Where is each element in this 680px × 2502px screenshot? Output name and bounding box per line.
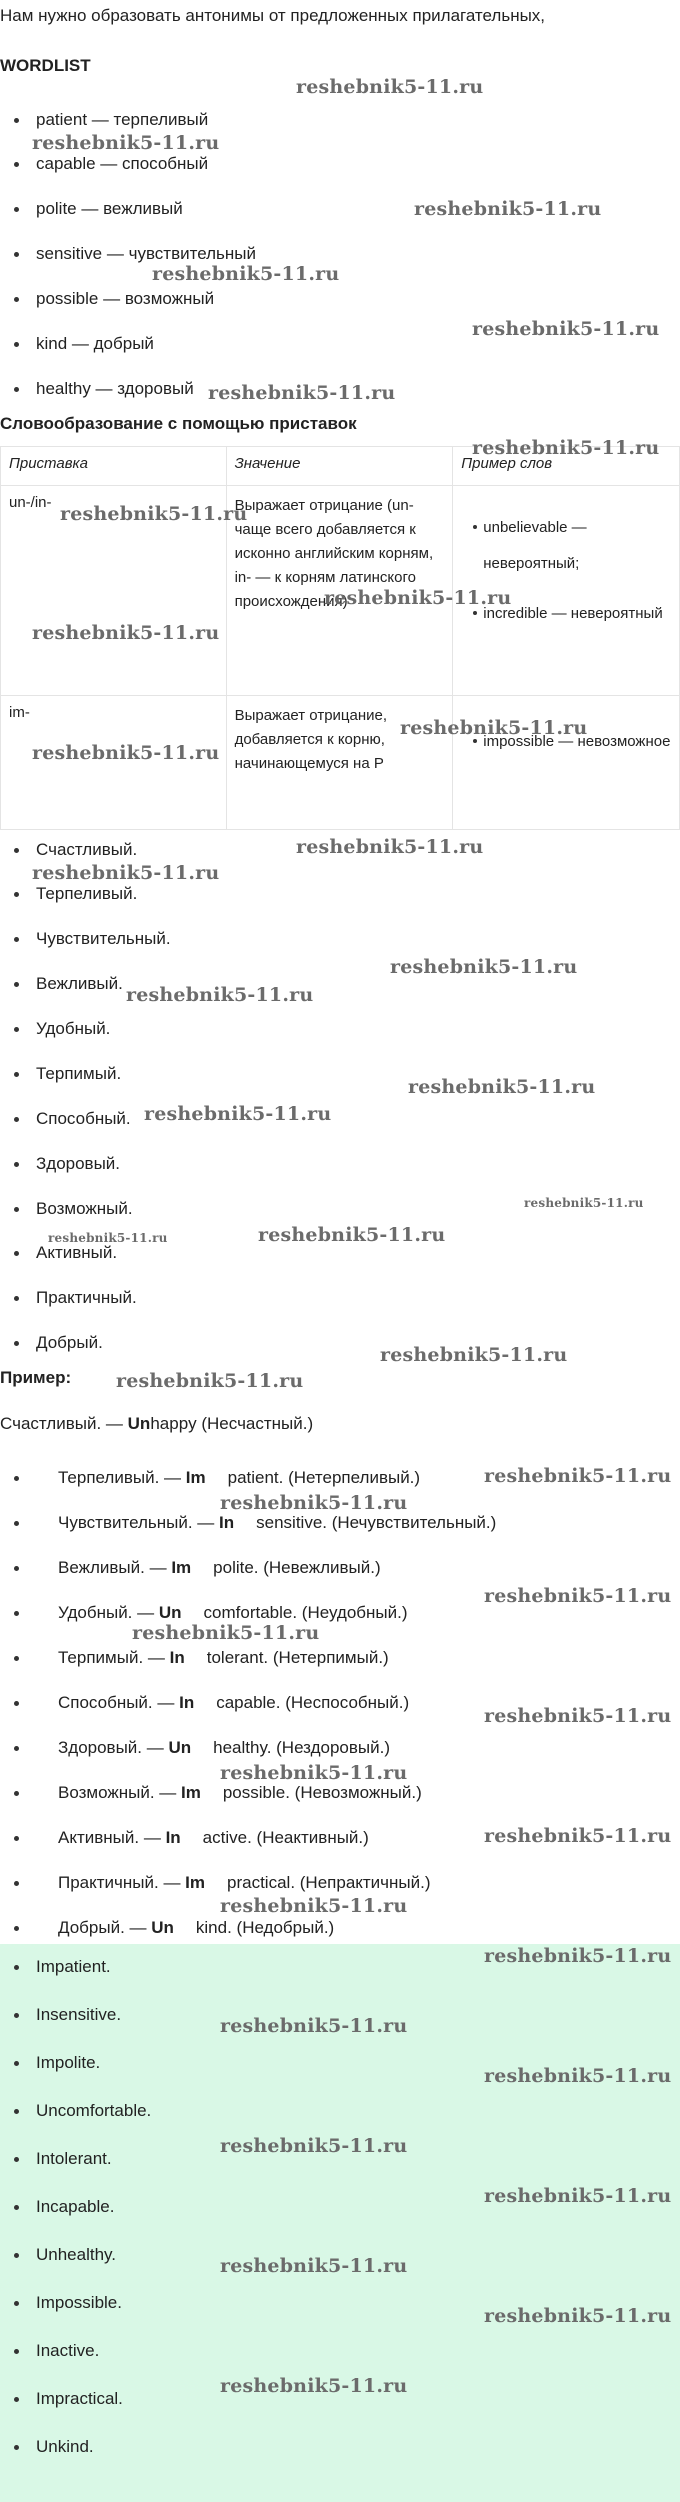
watermark: reshebnik5-11.ru bbox=[296, 836, 484, 858]
adjective-item: Терпимый. bbox=[14, 1064, 121, 1084]
watermark: reshebnik5-11.ru bbox=[132, 1622, 320, 1644]
table-header: Значение bbox=[226, 447, 453, 486]
watermark: reshebnik5-11.ru bbox=[472, 437, 660, 459]
wordlist-item: healthy — здоровый bbox=[14, 379, 194, 399]
antonym-pair: Возможный. — Im possible. (Невозможный.) bbox=[14, 1783, 422, 1803]
adjective-item: Вежливый. bbox=[14, 974, 123, 994]
watermark: reshebnik5-11.ru bbox=[32, 742, 220, 764]
antonym-pair: Вежливый. — Im polite. (Невежливый.) bbox=[14, 1558, 381, 1578]
antonym-pair: Добрый. — Un kind. (Недобрый.) bbox=[14, 1918, 334, 1938]
watermark: reshebnik5-11.ru bbox=[484, 1585, 672, 1607]
antonym-pair: Способный. — In capable. (Неспособный.) bbox=[14, 1693, 409, 1713]
example-line: Счастливый. — Unhappy (Несчастный.) bbox=[0, 1414, 314, 1433]
antonym-pair: Чувствительный. — In sensitive. (Нечувствительный.) bbox=[14, 1513, 496, 1533]
watermark: reshebnik5-11.ru bbox=[116, 1370, 304, 1392]
watermark: reshebnik5-11.ru bbox=[258, 1224, 446, 1246]
adjective-item: Терпеливый. bbox=[14, 884, 137, 904]
wordlist-item: capable — способный bbox=[14, 154, 208, 174]
wordlist-item: patient — терпеливый bbox=[14, 110, 208, 130]
table-header: Пример слов bbox=[453, 447, 680, 486]
watermark: reshebnik5-11.ru bbox=[32, 132, 220, 154]
watermark: reshebnik5-11.ru bbox=[296, 76, 484, 98]
watermark: reshebnik5-11.ru bbox=[390, 956, 578, 978]
watermark: reshebnik5-11.ru bbox=[220, 2015, 408, 2037]
watermark: reshebnik5-11.ru bbox=[220, 1762, 408, 1784]
adjective-item: Чувствительный. bbox=[14, 929, 171, 949]
example-item: unbelievable — невероятный; bbox=[461, 510, 671, 582]
table-cell-prefix: im- bbox=[1, 696, 227, 830]
adjective-item: Активный. bbox=[14, 1243, 117, 1263]
adjective-item: Добрый. bbox=[14, 1333, 103, 1353]
table-cell-prefix: un-/in- bbox=[1, 486, 227, 696]
intro-text: Нам нужно образовать антонимы от предложенных прилагательных, bbox=[0, 6, 546, 25]
watermark: reshebnik5-11.ru bbox=[48, 1231, 168, 1245]
table-cell-meaning: Выражает отрицание (un- чаще всего добавляется к исконно английским корням, in- — к корням латинского происхождения) bbox=[226, 486, 453, 696]
answer-item: Impatient. bbox=[14, 1957, 111, 1977]
answer-item: Unhealthy. bbox=[14, 2245, 116, 2265]
watermark: reshebnik5-11.ru bbox=[32, 622, 220, 644]
watermark: reshebnik5-11.ru bbox=[484, 2065, 672, 2087]
answer-item: Incapable. bbox=[14, 2197, 114, 2217]
wordlist-item: possible — возможный bbox=[14, 289, 214, 309]
watermark: reshebnik5-11.ru bbox=[220, 2375, 408, 2397]
adjective-item: Возможный. bbox=[14, 1199, 133, 1219]
wordlist-item: polite — вежливый bbox=[14, 199, 183, 219]
adjective-item: Способный. bbox=[14, 1109, 131, 1129]
example-label: Пример: bbox=[0, 1368, 72, 1387]
example-item: impossible — невозможное bbox=[461, 724, 671, 760]
answer-item: Impractical. bbox=[14, 2389, 123, 2409]
wordlist-title: WORDLIST bbox=[0, 56, 91, 75]
watermark: reshebnik5-11.ru bbox=[324, 587, 512, 609]
watermark: reshebnik5-11.ru bbox=[152, 263, 340, 285]
watermark: reshebnik5-11.ru bbox=[484, 2185, 672, 2207]
antonym-pair: Терпимый. — In tolerant. (Нетерпимый.) bbox=[14, 1648, 389, 1668]
watermark: reshebnik5-11.ru bbox=[524, 1196, 644, 1210]
watermark: reshebnik5-11.ru bbox=[484, 1465, 672, 1487]
watermark: reshebnik5-11.ru bbox=[32, 862, 220, 884]
watermark: reshebnik5-11.ru bbox=[484, 1825, 672, 1847]
answer-item: Uncomfortable. bbox=[14, 2101, 151, 2121]
answer-item: Inactive. bbox=[14, 2341, 99, 2361]
watermark: reshebnik5-11.ru bbox=[126, 984, 314, 1006]
watermark: reshebnik5-11.ru bbox=[484, 1705, 672, 1727]
watermark: reshebnik5-11.ru bbox=[220, 2255, 408, 2277]
antonym-pair: Активный. — In active. (Неактивный.) bbox=[14, 1828, 369, 1848]
antonym-pair: Здоровый. — Un healthy. (Нездоровый.) bbox=[14, 1738, 390, 1758]
antonym-pair: Практичный. — Im practical. (Непрактичный.) bbox=[14, 1873, 431, 1893]
answer-item: Unkind. bbox=[14, 2437, 94, 2457]
watermark: reshebnik5-11.ru bbox=[484, 1945, 672, 1967]
wordlist-item: kind — добрый bbox=[14, 334, 154, 354]
answer-item: Impolite. bbox=[14, 2053, 100, 2073]
watermark: reshebnik5-11.ru bbox=[220, 2135, 408, 2157]
watermark: reshebnik5-11.ru bbox=[400, 717, 588, 739]
adjective-item: Здоровый. bbox=[14, 1154, 120, 1174]
watermark: reshebnik5-11.ru bbox=[60, 503, 248, 525]
watermark: reshebnik5-11.ru bbox=[220, 1492, 408, 1514]
watermark: reshebnik5-11.ru bbox=[144, 1103, 332, 1125]
adjective-item: Практичный. bbox=[14, 1288, 137, 1308]
watermark: reshebnik5-11.ru bbox=[208, 382, 396, 404]
adjective-item: Счастливый. bbox=[14, 840, 137, 860]
antonym-pair: Удобный. — Un comfortable. (Неудобный.) bbox=[14, 1603, 408, 1623]
section-title: Словообразование с помощью приставок bbox=[0, 414, 357, 433]
answer-item: Impossible. bbox=[14, 2293, 122, 2313]
watermark: reshebnik5-11.ru bbox=[220, 1895, 408, 1917]
antonym-pair: Терпеливый. — Im patient. (Нетерпеливый.) bbox=[14, 1468, 420, 1488]
adjective-item: Удобный. bbox=[14, 1019, 110, 1039]
watermark: reshebnik5-11.ru bbox=[472, 318, 660, 340]
answer-item: Intolerant. bbox=[14, 2149, 112, 2169]
watermark: reshebnik5-11.ru bbox=[484, 2305, 672, 2327]
watermark: reshebnik5-11.ru bbox=[380, 1344, 568, 1366]
watermark: reshebnik5-11.ru bbox=[408, 1076, 596, 1098]
table-header: Приставка bbox=[1, 447, 227, 486]
table-cell-examples bbox=[453, 696, 680, 830]
example-item: incredible — невероятный bbox=[461, 596, 671, 632]
wordlist-item: sensitive — чувствительный bbox=[14, 244, 256, 264]
watermark: reshebnik5-11.ru bbox=[414, 198, 602, 220]
answer-item: Insensitive. bbox=[14, 2005, 121, 2025]
table-cell-meaning: Выражает отрицание, добавляется к корню, начинающемуся на P bbox=[226, 696, 453, 830]
